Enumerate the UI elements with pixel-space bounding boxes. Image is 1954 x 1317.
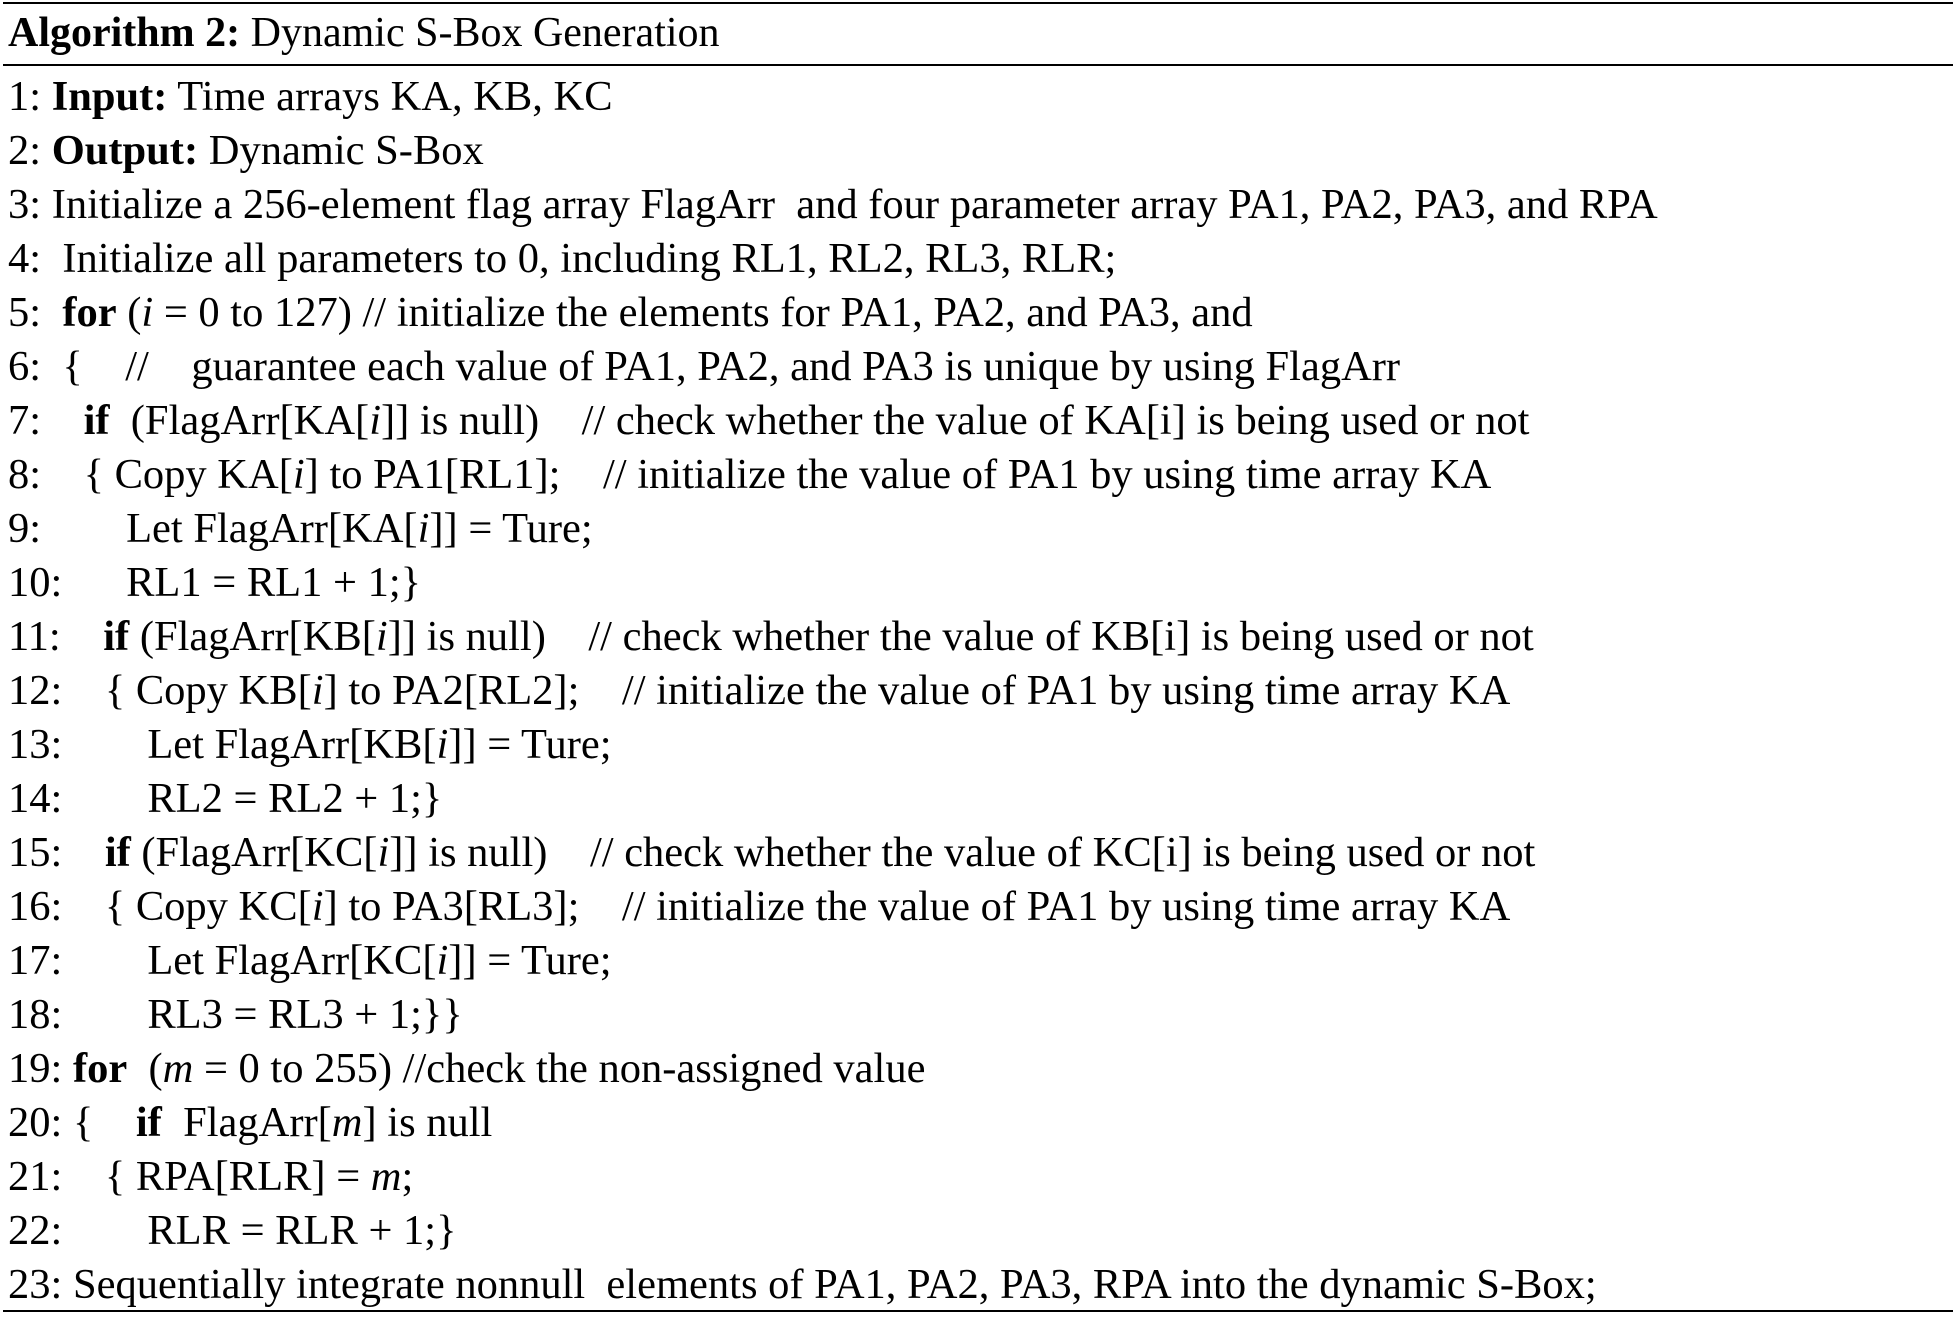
variable: i	[436, 721, 449, 768]
algorithm-line	[8, 1150, 413, 1204]
algorithm-line	[8, 826, 1535, 880]
algorithm-line	[8, 718, 612, 772]
algorithm-line	[8, 610, 1534, 664]
line-text: FlagArr[	[161, 1099, 332, 1146]
line-text: ]] = Ture;	[448, 721, 612, 768]
line-text: ] is null	[362, 1099, 493, 1146]
line-number: 16:	[8, 883, 63, 930]
line-number: 8:	[8, 451, 42, 498]
line-text: RL2 = RL2 + 1;}	[62, 775, 443, 822]
algorithm-line	[8, 1204, 457, 1258]
line-text: Dynamic S-Box	[198, 127, 484, 174]
algorithm-line	[8, 880, 1510, 934]
keyword: for	[62, 289, 117, 336]
algorithm-line	[8, 988, 463, 1042]
line-text: {	[62, 1099, 136, 1146]
variable: i	[436, 937, 449, 984]
line-text: RL3 = RL3 + 1;}}	[62, 991, 463, 1038]
line-number: 11:	[8, 613, 61, 660]
line-number: 10:	[8, 559, 63, 606]
line-text: { Copy KC[	[62, 883, 312, 930]
variable: m	[370, 1153, 402, 1200]
line-text: RL1 = RL1 + 1;}	[62, 559, 422, 606]
variable: i	[311, 667, 324, 714]
algorithm-title: Dynamic S-Box Generation	[250, 10, 720, 56]
variable: m	[331, 1099, 363, 1146]
line-text: Initialize a 256-element flag array FlagArr and four parameter array PA1, PA2, PA3, and RPA	[41, 181, 1658, 228]
line-text: ]] = Ture;	[448, 937, 612, 984]
variable: i	[375, 613, 388, 660]
line-number: 14:	[8, 775, 63, 822]
line-text: = 0 to 127) // initialize the elements for PA1, PA2, and PA3, and	[153, 289, 1253, 336]
line-number: 7:	[8, 397, 42, 444]
keyword: Output:	[51, 127, 199, 174]
line-text: ] to PA1[RL1]; // initialize the value of PA1 by using time array KA	[304, 451, 1492, 498]
algorithm-line	[8, 556, 421, 610]
algorithm-line	[8, 934, 612, 988]
keyword: if	[104, 829, 131, 876]
line-number: 6:	[8, 343, 42, 390]
line-text: ]] is null) // check whether the value of KC[i] is being used or not	[389, 829, 1536, 876]
line-text: { Copy KA[	[41, 451, 293, 498]
line-number: 12:	[8, 667, 63, 714]
algorithm-line	[8, 1258, 1597, 1312]
line-text: ]] is null) // check whether the value of KA[i] is being used or not	[381, 397, 1530, 444]
line-text: Sequentially integrate nonnull elements of PA1, PA2, PA3, RPA into the dynamic S-Box;	[62, 1261, 1597, 1308]
line-text: (	[127, 1045, 163, 1092]
bottom-rule	[3, 1310, 1953, 1312]
algorithm-line	[8, 772, 442, 826]
line-number: 17:	[8, 937, 63, 984]
caption-rule	[3, 64, 1953, 66]
variable: i	[141, 289, 154, 336]
algorithm-line	[8, 448, 1491, 502]
line-text	[41, 127, 52, 174]
line-text: { // guarantee each value of PA1, PA2, and PA3 is unique by using FlagArr	[41, 343, 1401, 390]
line-text: Let FlagArr[KA[	[41, 505, 418, 552]
line-text: = 0 to 255) //check the non-assigned value	[193, 1045, 926, 1092]
line-text: RLR = RLR + 1;}	[62, 1207, 457, 1254]
algorithm-line	[8, 1096, 492, 1150]
line-number: 9:	[8, 505, 42, 552]
line-number: 21:	[8, 1153, 63, 1200]
keyword: if	[83, 397, 110, 444]
line-text: { RPA[RLR] =	[62, 1153, 371, 1200]
variable: i	[377, 829, 390, 876]
line-text: ]] = Ture;	[429, 505, 593, 552]
line-text: (FlagArr[KA[	[109, 397, 370, 444]
keyword: Input:	[51, 73, 168, 120]
line-text: (FlagArr[KB[	[129, 613, 376, 660]
line-text	[41, 289, 62, 336]
line-text: ]] is null) // check whether the value of KB[i] is being used or not	[387, 613, 1534, 660]
algorithm-line	[8, 178, 1658, 232]
variable: i	[369, 397, 381, 444]
line-text: Initialize all parameters to 0, including RL1, RL2, RL3, RLR;	[41, 235, 1117, 282]
keyword: if	[135, 1099, 162, 1146]
line-number: 4:	[8, 235, 42, 282]
line-number: 13:	[8, 721, 63, 768]
line-text: Let FlagArr[KC[	[62, 937, 437, 984]
algorithm-line	[8, 124, 484, 178]
keyword: if	[103, 613, 130, 660]
line-number: 22:	[8, 1207, 63, 1254]
line-number: 18:	[8, 991, 63, 1038]
line-number: 1:	[8, 73, 42, 120]
line-number: 15:	[8, 829, 63, 876]
line-text	[62, 829, 105, 876]
algorithm-caption	[8, 2, 720, 64]
line-text: ;	[401, 1153, 414, 1200]
line-text: ] to PA2[RL2]; // initialize the value of PA1 by using time array KA	[323, 667, 1511, 714]
algorithm-line	[8, 394, 1529, 448]
algorithm-line	[8, 1042, 925, 1096]
line-number: 2:	[8, 127, 42, 174]
line-text	[41, 73, 52, 120]
line-text: (	[116, 289, 142, 336]
line-number: 20:	[8, 1099, 63, 1146]
algorithm-line	[8, 286, 1253, 340]
line-text	[61, 613, 104, 660]
variable: i	[417, 505, 430, 552]
algorithm-label: Algorithm 2:	[8, 10, 241, 56]
line-number: 19:	[8, 1045, 63, 1092]
variable: i	[311, 883, 324, 930]
algorithm-line	[8, 70, 613, 124]
variable: m	[162, 1045, 194, 1092]
line-text: { Copy KB[	[62, 667, 312, 714]
algorithm-line	[8, 664, 1510, 718]
line-number: 3:	[8, 181, 42, 228]
line-text: Time arrays KA, KB, KC	[167, 73, 613, 120]
line-text	[41, 397, 84, 444]
keyword: for	[72, 1045, 128, 1092]
algorithm-line	[8, 502, 593, 556]
algorithm-line	[8, 232, 1116, 286]
line-text	[62, 1045, 73, 1092]
line-text: Let FlagArr[KB[	[62, 721, 437, 768]
variable: i	[292, 451, 305, 498]
line-number: 23:	[8, 1261, 63, 1308]
algorithm-line	[8, 340, 1400, 394]
line-number: 5:	[8, 289, 42, 336]
line-text: ] to PA3[RL3]; // initialize the value of PA1 by using time array KA	[323, 883, 1511, 930]
line-text: (FlagArr[KC[	[130, 829, 378, 876]
